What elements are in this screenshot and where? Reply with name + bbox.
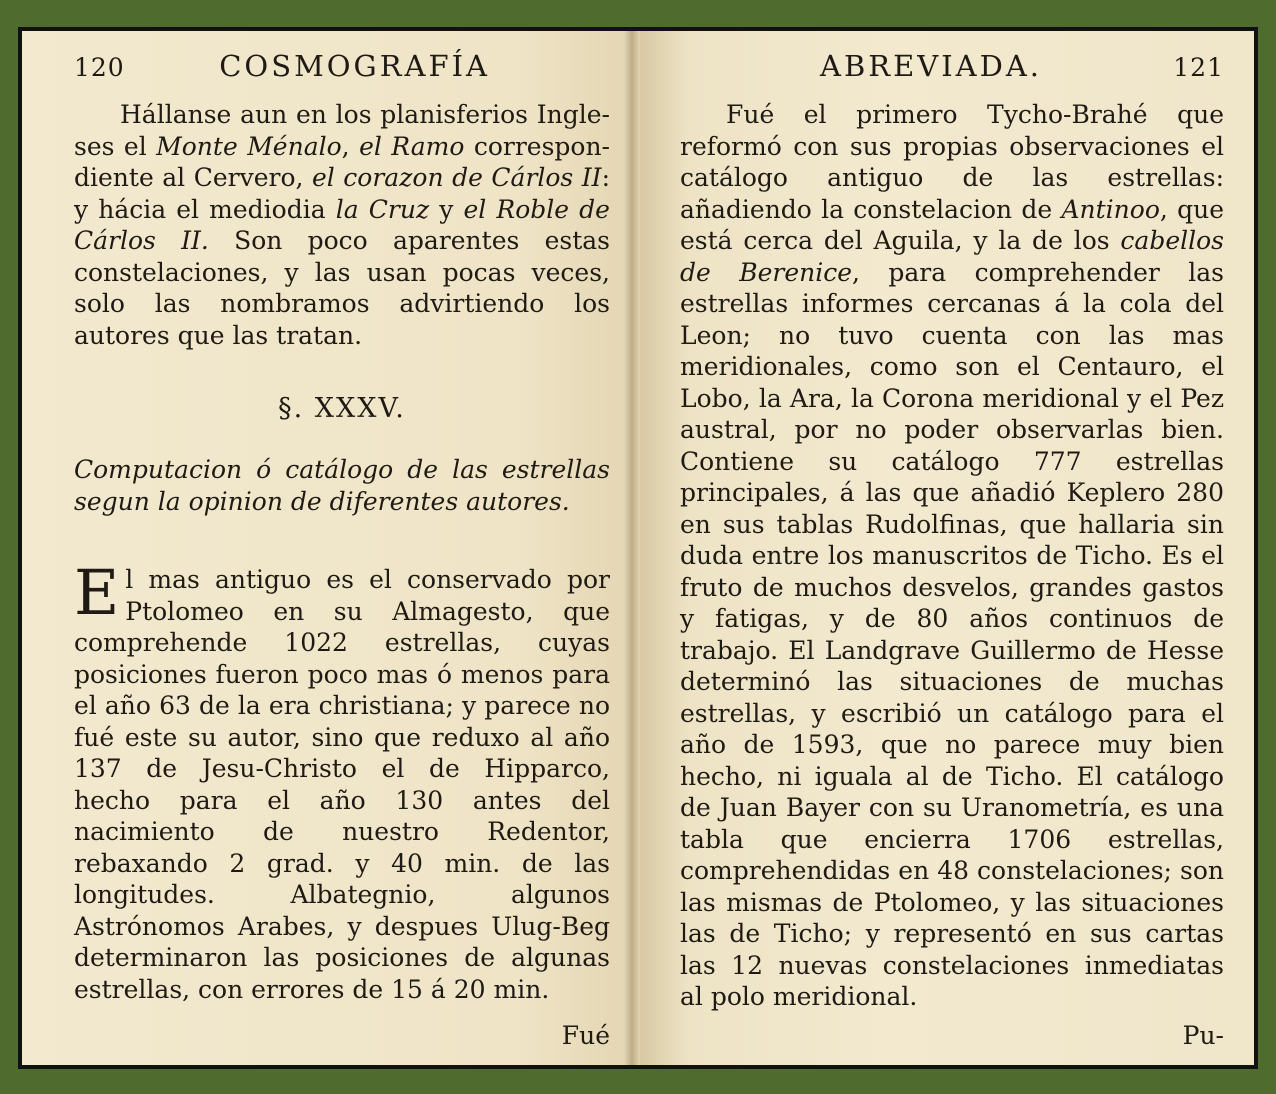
gutter-shadow <box>624 31 640 1065</box>
page-number-left: 120 <box>74 53 125 82</box>
right-text <box>680 99 1224 1013</box>
right-page <box>640 31 1254 1065</box>
drop-cap: E <box>74 556 120 629</box>
running-head-right <box>680 49 1224 93</box>
catchword-left: Fué <box>561 1021 610 1050</box>
running-title-left: COSMOGRAFÍA <box>219 49 490 83</box>
catchword-right: Pu- <box>1182 1021 1224 1050</box>
paragraph-2: El mas antiguo es el conservado por Ptolomeo en su Almagesto, que comprehende 1022 estrellas, cuyas posiciones fueron poco mas ó menos para el año 63 de la era christiana; y parece no fué este su autor, sino que reduxo al año 137 de Jesu-Christo el de Hipparco, hecho para el año 130 antes del nacimiento de nuestro Redentor, rebaxando 2 grad. y 40 min. de las longitudes. Albategnio, algunos Astrónomos Arabes, y despues Ulug-Beg determinaron las posiciones de algunas estrellas, con errores de 15 á 20 min. <box>74 556 610 1004</box>
book-spread <box>22 31 1254 1065</box>
left-text <box>74 99 610 1005</box>
section-caption: Computacion ó catálogo de las estrellas segun la opinion de diferentes autores. <box>74 455 610 516</box>
running-head-left <box>74 49 610 93</box>
paragraph-1: Hállanse aun en los planisferios Ingle-ses el Monte Ménalo, el Ramo correspon-diente al Cervero, el corazon de Cárlos II: y hácia el mediodia la Cruz y el Roble de Cárlos II. Son poco aparentes estas constelaciones, y las usan pocas veces, solo las nombramos advirtiendo los autores que las tratan. <box>74 100 611 350</box>
left-page <box>22 31 640 1065</box>
section-heading: §. XXXV. <box>278 393 406 424</box>
page-number-right: 121 <box>1173 53 1224 82</box>
running-title-right: ABREVIADA. <box>820 49 1043 83</box>
paragraph-3: Fué el primero Tycho-Brahé que reformó con sus propias observaciones el catálogo antiguo de las estrellas: añadiendo la constelacion de Antinoo, que está cerca del Aguila, y la de los cabellos de Berenice, para comprehender las estrellas informes cercanas á la cola del Leon; no tuvo cuenta con las mas meridionales, como son el Centauro, el Lobo, la Ara, la Corona meridional y el Pez austral, por no poder observarlas bien. Contiene su catálogo 777 estrellas principales, á las que añadió Keplero 280 en sus tablas Rudolfinas, que hallaria sin duda entre los manuscritos de Ticho. Es el fruto de muchos desvelos, grandes gastos y fatigas, y de 80 años continuos de trabajo. El Landgrave Guillermo de Hesse determinó las situaciones de muchas estrellas, y escribió un catálogo para el año de 1593, que no parece muy bien hecho, ni iguala al de Ticho. El catálogo de Juan Bayer con su Uranometría, es una tabla que encierra 1706 estrellas, comprehendidas en 48 constelaciones; son las mismas de Ptolomeo, y las situaciones las de Ticho; y representó en sus cartas las 12 nuevas constelaciones inmediatas al polo meridional. <box>680 100 1224 1011</box>
book-frame <box>18 27 1258 1069</box>
